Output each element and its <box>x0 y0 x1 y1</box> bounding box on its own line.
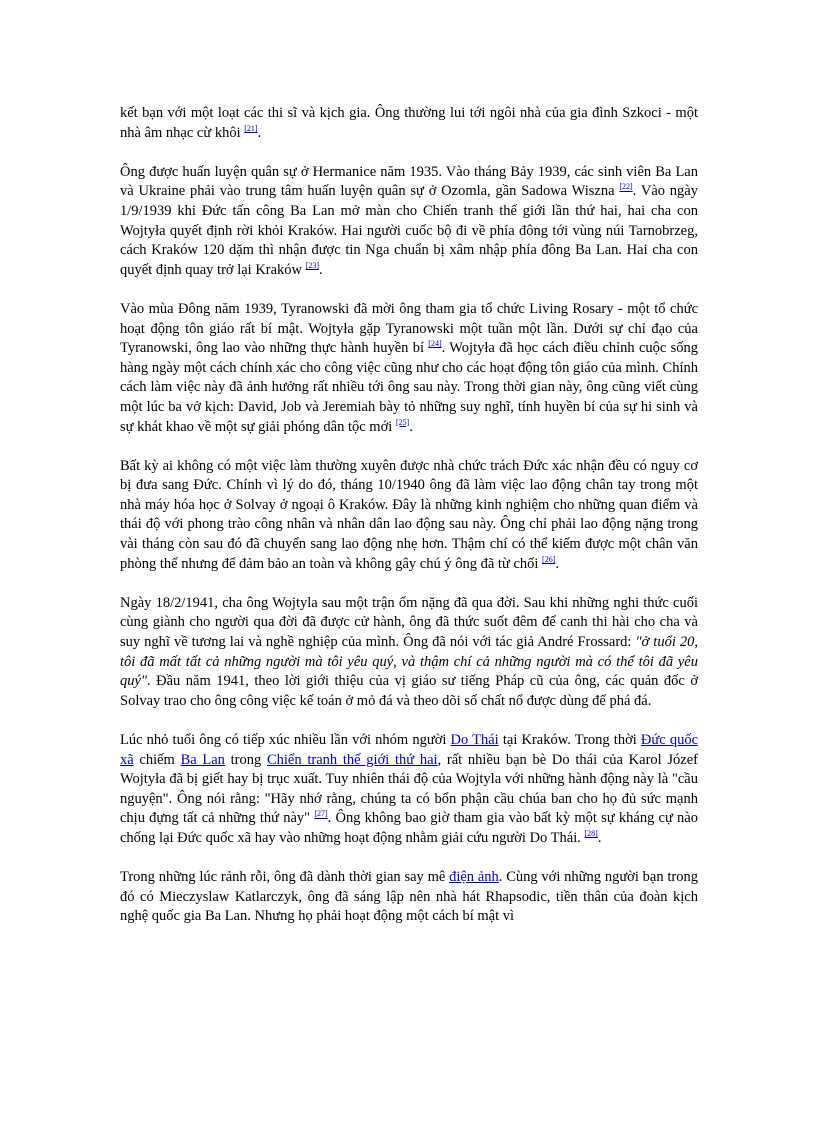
body-text: . <box>555 555 559 572</box>
footnote-ref[interactable]: [28] <box>584 829 598 839</box>
body-text: tại Kraków. Trong thời <box>498 732 641 748</box>
footnote-ref[interactable]: [21] <box>244 123 258 133</box>
body-text: . Cùng với những người bạn trong đó có Mieczyslaw Katlarczyk, ông đã sáng lập nên nhà hát Rhapsodic, tiền thân của đoàn kịch nghệ quốc gia Ba Lan. Nhưng họ phải hoạt động một cách bí mật vì <box>120 869 698 925</box>
body-text: chiếm <box>133 751 181 768</box>
footnote-ref[interactable]: [27] <box>314 809 328 819</box>
body-text: . Đầu năm 1941, theo lời giới thiệu của vị giáo sư tiếng Pháp cũ của ông, các quản đốc ở Solvay trao cho ông công việc kế toán ở mỏ đá và theo dõi số chất nổ được dùng để phá đá. <box>120 673 698 709</box>
body-text: Ông được huấn luyện quân sự ở Hermanice năm 1935. Vào tháng Bảy 1939, các sinh viên Ba Lan và Ukraine phải vào trung tâm huấn luyện quân sự ở Ozomla, gần Sadowa Wiszna <box>120 163 698 200</box>
footnote-ref[interactable]: [23] <box>305 260 319 270</box>
footnote-ref[interactable]: [26] <box>542 554 556 564</box>
body-text: . <box>318 261 323 278</box>
body-text: Lúc nhỏ tuổi ông có tiếp xúc nhiều lần với nhóm người <box>120 732 451 748</box>
body-text: Ngày 18/2/1941, cha ông Wojtyla sau một trận ốm nặng đã qua đời. Sau khi những nghi thức cuối cùng giành cho người qua đời đã được cử hành, ông đã thức suốt đêm để canh thi hài cho cha và suy nghĩ về tương lai và nghề nghiệp của mình. Ông đã nói với tác giả André Frossard: <box>120 594 698 651</box>
paragraph-7 <box>120 868 698 927</box>
paragraph-4 <box>120 457 698 575</box>
body-text: . <box>409 418 413 435</box>
body-text: , rất nhiều bạn bè Do thái của Karol Józef Wojtyła đã bị giết hay bị trục xuất. Tuy nhiên thái độ của Wojtyla với những hành động này là "cầu nguyện". Ông nói rằng: "Hãy nhớ rằng, chúng ta có bổn phận cầu chúa ban cho họ đủ sức mạnh chịu đựng tất cả những thứ này" <box>120 751 698 827</box>
paragraph-5 <box>120 594 698 712</box>
quote-text: "ở tuổi 20, tôi đã mất tất cả những người mà tôi yêu quý, và thậm chí cả những người mà có thể tôi đã yêu quý" <box>120 634 698 690</box>
document-page <box>120 104 698 947</box>
footnote-ref[interactable]: [22] <box>619 182 633 192</box>
wiki-link[interactable]: Ba Lan <box>180 751 225 768</box>
paragraph-3 <box>120 300 698 437</box>
wiki-link[interactable]: Đức quốc xã <box>120 732 699 768</box>
footnote-ref[interactable]: [24] <box>428 339 442 349</box>
body-text: kết bạn với một loạt các thi sĩ và kịch gia. Ông thường lui tới ngôi nhà của gia đình Szkoci - một nhà âm nhạc cừ khôi <box>120 105 698 141</box>
body-text: trong <box>224 751 267 768</box>
body-text: . Wojtyła đã học cách điều chỉnh cuộc sống hàng ngày một cách chính xác cho công việc cũng như cho các hoạt động tôn giáo của mình. Chính cách làm việc này đã ảnh hưởng rất nhiều tới ông sau này. Trong thời gian này, ông cũng viết cùng một lúc ba vở kịch: David, Job và Jeremiah bày tỏ những suy nghĩ, tính huyền bí của sự hi sinh và sự khát khao về một sự giải phóng dân tộc mới <box>120 340 699 435</box>
wiki-link[interactable]: Chiến tranh thế giới thứ hai <box>266 751 438 768</box>
body-text: Trong những lúc rảnh rỗi, ông đã dành thời gian say mê <box>120 869 450 886</box>
paragraph-2 <box>120 163 698 281</box>
paragraph-6 <box>120 731 698 849</box>
paragraph-1 <box>120 104 698 143</box>
body-text: Bất kỳ ai không có một việc làm thường xuyên được nhà chức trách Đức xác nhận đều có nguy cơ bị đưa sang Đức. Chính vì lý do đó, tháng 10/1940 ông đã làm việc lao động chân tay trong một nhà máy hóa học ở Solvay ở ngoại ô Kraków. Đây là những kinh nghiệm cho những quan điểm và thái độ với phong trào công nhân và nhân dân lao động sau này. Ông chỉ phải lao động nặng trong vài tháng còn sau đó đã chuyển sang lao động nhẹ hơn. Thậm chí có thể kiếm được một chân văn phòng thế nhưng để đảm bảo an toàn và không gây chú ý ông đã từ chối <box>120 457 698 572</box>
body-text: . <box>257 124 262 141</box>
body-text: . Ông không bao giờ tham gia vào bất kỳ một sự kháng cự nào chống lại Đức quốc xã hay vào những hoạt động nhằm giải cứu người Do Thái. <box>120 810 698 846</box>
wiki-link[interactable]: điện ảnh <box>449 869 499 886</box>
body-text: . <box>597 829 602 846</box>
body-text: Vào mùa Đông năm 1939, Tyranowski đã mời ông tham gia tổ chức Living Rosary - một tổ chức hoạt động tôn giáo rất bí mật. Wojtyła gặp Tyranowski một tuần một lần. Dưới sự chỉ đạo của Tyranowski, ông lao vào những thực hành huyền bí <box>120 300 698 357</box>
body-text: . Vào ngày 1/9/1939 khi Đức tấn công Ba Lan mở màn cho Chiến tranh thế giới lần thứ hai, hai cha con Wojtyła quyết định rời khỏi Kraków. Hai người cuốc bộ đi về phía đông tới vùng núi Tarnobrzeg, cách Kraków 120 dặm thì nhận được tin Nga chuẩn bị xâm nhập phía đông Ba Lan. Hai cha con quyết định quay trở lại Kraków <box>120 183 698 278</box>
wiki-link[interactable]: Do Thái <box>450 732 499 748</box>
footnote-ref[interactable]: [25] <box>395 417 410 427</box>
